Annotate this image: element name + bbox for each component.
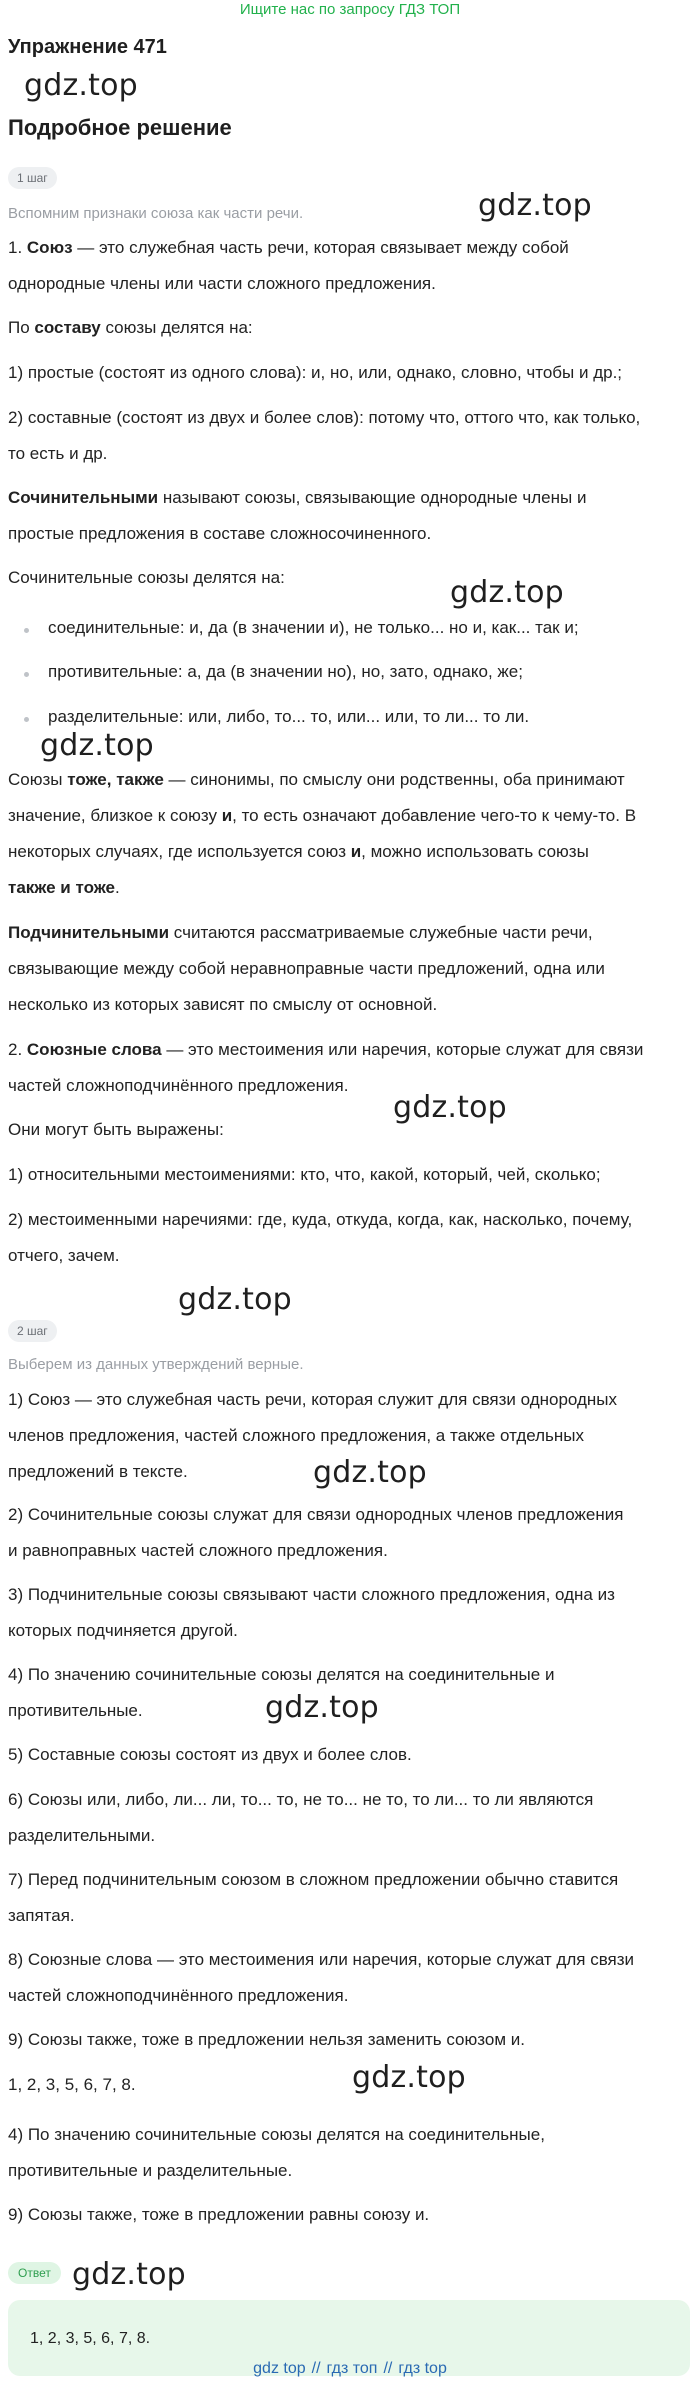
paragraph: 1, 2, 3, 5, 6, 7, 8. <box>8 2075 136 2094</box>
step-badge: 2 шаг <box>8 1320 57 1342</box>
search-banner: Ищите нас по запросу ГДЗ ТОП <box>239 1 461 18</box>
footer-link[interactable]: гдз top <box>398 2360 447 2377</box>
paragraph: Союзы тоже, также — синонимы, по смыслу они родственны, оба принимают значение, близкое к союзу и, то есть означают добавление чего-то к чему-то. В некоторых случаях, где используется союз и, можно использовать союзы также и тоже. <box>8 770 637 897</box>
list-item: противительные: а, да (в значении но), но, зато, однако, же; <box>48 662 523 681</box>
paragraph: Сочинительные союзы делятся на: <box>8 568 285 587</box>
watermark: gdz.top <box>352 2060 466 2095</box>
bullet-icon <box>24 672 29 677</box>
footer-link[interactable]: гдз топ <box>326 2360 378 2377</box>
paragraph: По составу союзы делятся на: <box>8 318 253 337</box>
watermark: gdz.top <box>265 1690 379 1725</box>
list-item: разделительные: или, либо, то... то, или... или, то ли... то ли. <box>48 707 530 726</box>
footer-links <box>0 2360 700 2378</box>
paragraph: 2) Сочинительные союзы служат для связи однородных членов предложения и равноправных частей сложного предложения. <box>8 1505 624 1560</box>
paragraph: 9) Союзы также, тоже в предложении нельзя заменить союзом и. <box>8 2030 525 2049</box>
step-badge: 1 шаг <box>8 167 57 189</box>
paragraph: 4) По значению сочинительные союзы делятся на соединительные, противительные и разделительные. <box>8 2125 545 2180</box>
paragraph: 2. Союзные слова — это местоимения или наречия, которые служат для связи частей сложноподчинённого предложения. <box>8 1040 644 1095</box>
paragraph: 7) Перед подчинительным союзом в сложном предложении обычно ставится запятая. <box>8 1870 619 1925</box>
answer-badge: Ответ <box>8 2262 61 2284</box>
step-hint: Выберем из данных утверждений верные. <box>8 1356 304 1373</box>
watermark: gdz.top <box>72 2257 186 2292</box>
paragraph: 1) Союз — это служебная часть речи, которая служит для связи однородных членов предложения, частей сложного предложения, а также отдельных предложений в тексте. <box>8 1390 618 1481</box>
paragraph: 9) Союзы также, тоже в предложении равны союзу и. <box>8 2205 430 2224</box>
watermark: gdz.top <box>178 1282 292 1317</box>
footer-separator: // <box>383 2360 393 2377</box>
footer-link[interactable]: gdz top <box>253 2360 306 2377</box>
paragraph: 1. Союз — это служебная часть речи, которая связывает между собой однородные члены или части сложного предложения. <box>8 238 569 293</box>
paragraph: Они могут быть выражены: <box>8 1120 224 1139</box>
answer-text: 1, 2, 3, 5, 6, 7, 8. <box>30 2330 151 2347</box>
paragraph: 5) Составные союзы состоят из двух и более слов. <box>8 1745 412 1764</box>
bullet-icon <box>24 717 29 722</box>
paragraph: Подчинительными считаются рассматриваемые служебные части речи, связывающие между собой неравноправные части предложений, одна или несколько из которых зависят по смыслу от основной. <box>8 923 605 1014</box>
footer-separator: // <box>311 2360 321 2377</box>
paragraph: 3) Подчинительные союзы связывают части сложного предложения, одна из которых подчиняется другой. <box>8 1585 615 1640</box>
exercise-title: Упражнение 471 <box>8 36 167 58</box>
paragraph: Сочинительными называют союзы, связывающие однородные члены и простые предложения в составе сложносочиненного. <box>8 488 587 543</box>
list-item: соединительные: и, да (в значении и), не только... но и, как... так и; <box>48 618 579 637</box>
watermark: gdz.top <box>450 575 564 610</box>
paragraph: 4) По значению сочинительные союзы делятся на соединительные и противительные. <box>8 1665 555 1720</box>
watermark: gdz.top <box>478 188 592 223</box>
bullet-icon <box>24 628 29 633</box>
step-hint: Вспомним признаки союза как части речи. <box>8 205 304 222</box>
watermark: gdz.top <box>24 68 138 103</box>
paragraph: 2) составные (состоят из двух и более слов): потому что, оттого что, как только, то есть и др. <box>8 408 641 463</box>
paragraph: 8) Союзные слова — это местоимения или наречия, которые служат для связи частей сложноподчинённого предложения. <box>8 1950 635 2005</box>
paragraph: 1) относительными местоимениями: кто, что, какой, который, чей, сколько; <box>8 1165 601 1184</box>
solution-title: Подробное решение <box>8 115 232 140</box>
paragraph: 2) местоименными наречиями: где, куда, откуда, когда, как, насколько, почему, отчего, зачем. <box>8 1210 633 1265</box>
watermark: gdz.top <box>313 1455 427 1490</box>
paragraph: 6) Союзы или, либо, ли... ли, то... то, не то... не то, то ли... то ли являются разделительными. <box>8 1790 594 1845</box>
watermark: gdz.top <box>393 1090 507 1125</box>
watermark: gdz.top <box>40 728 154 763</box>
paragraph: 1) простые (состоят из одного слова): и, но, или, однако, словно, чтобы и др.; <box>8 363 623 382</box>
